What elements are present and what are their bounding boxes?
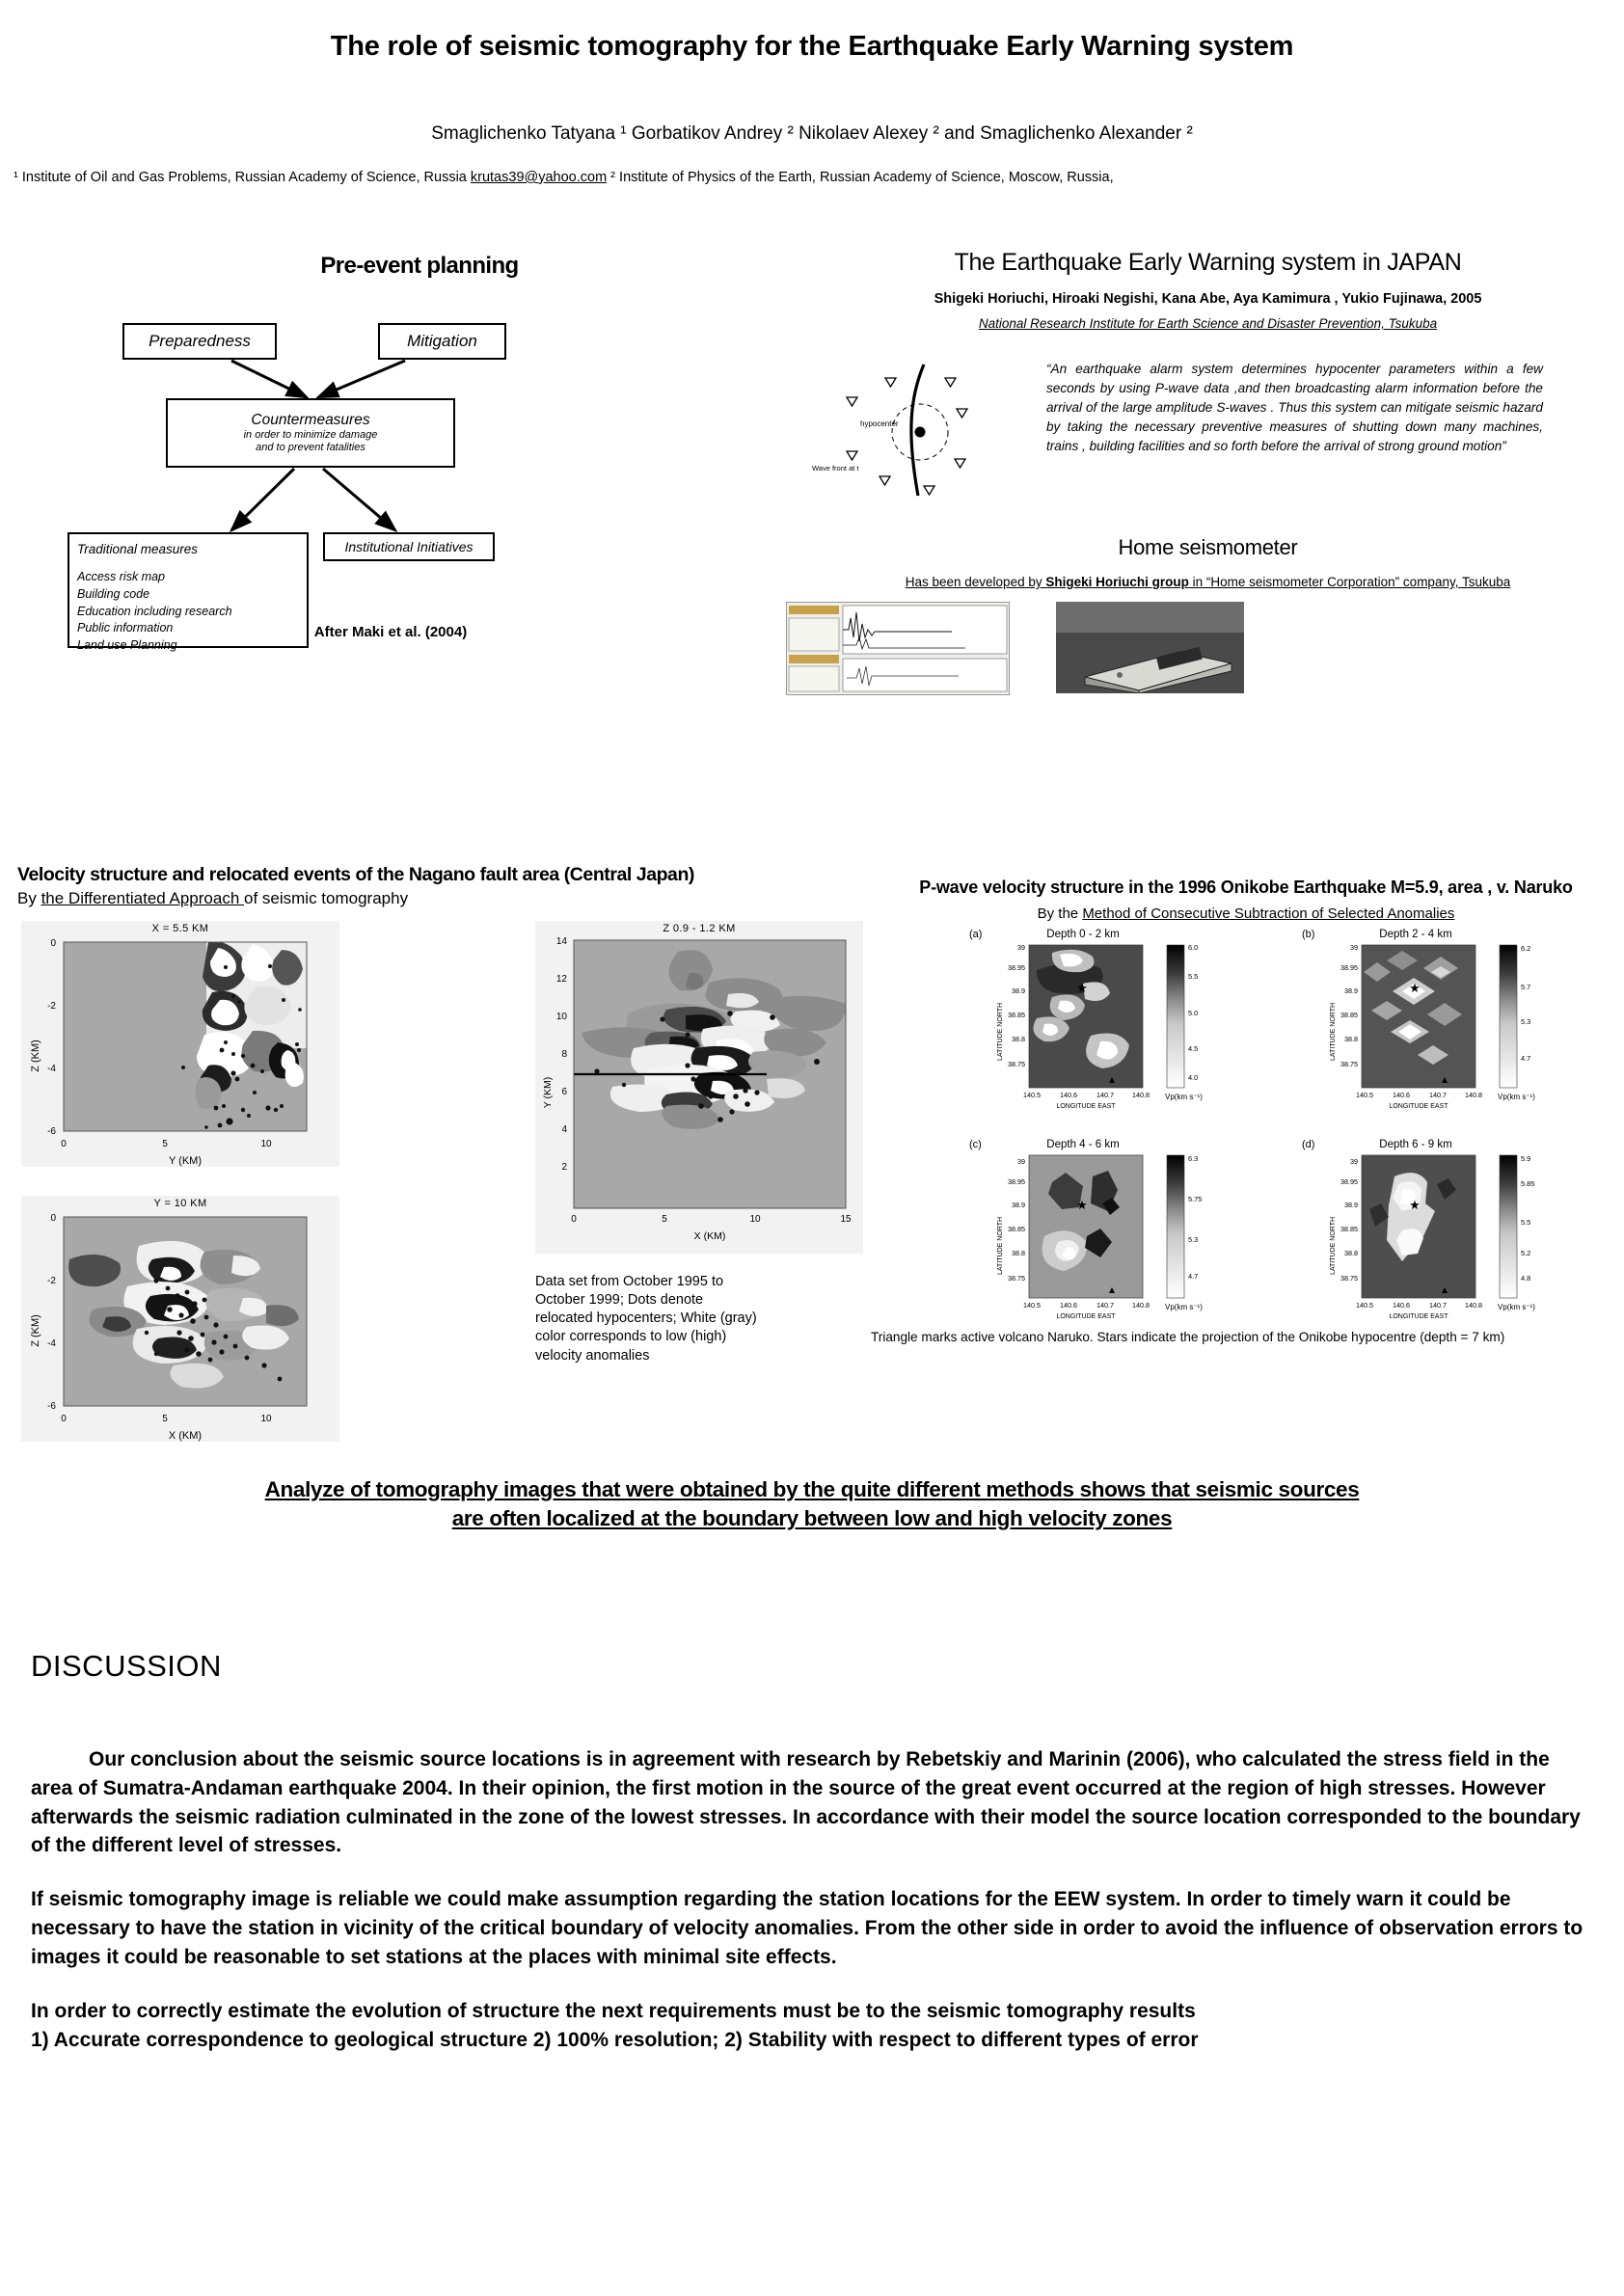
flow-title: Pre-event planning [320,253,519,279]
svg-text:Vp(km s⁻¹): Vp(km s⁻¹) [1165,1093,1203,1101]
contact-email-link[interactable]: krutas39@yahoo.com [470,170,608,185]
countermeasures-title: Countermeasures [251,411,370,428]
svg-text:39: 39 [1350,1157,1358,1166]
svg-text:6.0: 6.0 [1188,943,1199,952]
traditional-item: Education including research [77,604,232,618]
svg-text:(a): (a) [969,929,983,940]
svg-text:LONGITUDE EAST: LONGITUDE EAST [1056,1313,1116,1320]
svg-text:Z (KM): Z (KM) [30,1314,41,1347]
flow-credit: After Maki et al. (2004) [313,624,468,640]
svg-text:38.8: 38.8 [1344,1249,1358,1257]
onikobe-heading-text: P-wave velocity structure in the 1996 Onikobe Earthquake M=5.9, area , v. Naruko [919,878,1573,897]
svg-text:140.8: 140.8 [1465,1301,1482,1310]
hypocenter-label: hypocenter [860,419,899,428]
svg-text:38.85: 38.85 [1340,1011,1358,1019]
svg-text:Z (KM): Z (KM) [30,1040,41,1072]
svg-text:38.95: 38.95 [1340,1177,1358,1186]
svg-text:Depth 4 - 6 km: Depth 4 - 6 km [1046,1139,1120,1150]
svg-text:4.5: 4.5 [1188,1044,1199,1053]
hypocenter-star: ★ [1076,981,1088,995]
box-preparedness [122,323,277,360]
svg-text:LONGITUDE EAST: LONGITUDE EAST [1389,1103,1448,1110]
svg-text:140.5: 140.5 [1023,1091,1041,1099]
svg-text:38.85: 38.85 [1008,1225,1025,1233]
discussion-paragraph-2: If seismic tomography image is reliable we could make assumption regarding the station locations for the EEW system. In order to timely warn it could be necessary to have the station in vicinity of the critical boundary of velocity anomalies. From the other side in order to avoid the influence of observation errors to images it could be reasonable to set stations at the places with minimal site effects. [31,1888,1583,1968]
institutional-initiatives-label: Institutional Initiatives [344,539,474,554]
japan-authors: Shigeki Horiuchi, Hiroaki Negishi, Kana Abe, Aya Kamimura , Yukio Fujinawa, 2005 [934,291,1482,307]
svg-text:5.3: 5.3 [1521,1017,1531,1026]
svg-text:4.0: 4.0 [1188,1073,1199,1082]
page-title: The role of seismic tomography for the Earthquake Early Warning system [330,31,1294,62]
hypocenter-star: ★ [1076,1198,1088,1212]
svg-text:-4: -4 [47,1064,56,1074]
svg-text:5.3: 5.3 [1188,1235,1199,1244]
home-seismometer-title: Home seismometer [1118,535,1298,559]
svg-text:140.6: 140.6 [1060,1091,1077,1099]
countermeasures-line-1: in order to minimize damage [243,429,378,442]
svg-text:12: 12 [555,974,567,985]
svg-text:6.2: 6.2 [1521,944,1531,953]
chart-title: Y = 10 KM [153,1198,207,1209]
svg-text:-4: -4 [47,1338,56,1349]
discussion-body [31,1745,1587,2054]
svg-text:38.9: 38.9 [1344,986,1358,995]
svg-text:LATITUDE NORTH: LATITUDE NORTH [997,1216,1004,1275]
svg-text:5: 5 [162,1414,168,1424]
svg-text:0: 0 [50,1213,56,1224]
svg-text:Vp(km s⁻¹): Vp(km s⁻¹) [1498,1093,1535,1101]
onikobe-panel-grid [969,926,1624,1331]
svg-text:X (KM): X (KM) [168,1430,203,1442]
svg-text:0: 0 [571,1214,577,1225]
svg-text:10: 10 [260,1414,272,1424]
svg-text:4: 4 [561,1124,567,1135]
svg-text:5.7: 5.7 [1521,983,1531,991]
svg-text:140.7: 140.7 [1096,1301,1114,1310]
discussion-paragraph-3: In order to correctly estimate the evolution of structure the next requirements must be to the seismic tomography results [31,1999,1196,2022]
nagano-sub-pre: By [17,889,41,907]
svg-text:140.6: 140.6 [1060,1301,1077,1310]
svg-text:2: 2 [561,1162,567,1173]
traditional-item: Public information [77,621,174,635]
seismogram-screenshot-image [786,602,1010,695]
svg-text:10: 10 [260,1139,272,1149]
svg-text:6: 6 [561,1087,567,1097]
affiliation-2: ² Institute of Physics of the Earth, Russian Academy of Science, Moscow, Russia, [607,170,1114,185]
pre-event-planning-diagram [77,253,762,706]
chart-nagano-ysection [21,1196,339,1442]
svg-text:5.2: 5.2 [1521,1249,1531,1257]
onikobe-figure-caption: Triangle marks active volcano Naruko. Stars indicate the projection of the Onikobe hypocentre (depth = 7 km) [871,1330,1505,1344]
japan-title: The Earthquake Early Warning system in JAPAN [954,249,1462,276]
svg-text:38.9: 38.9 [1012,986,1025,995]
svg-text:38.8: 38.8 [1012,1249,1025,1257]
svg-text:LONGITUDE EAST: LONGITUDE EAST [1056,1103,1116,1110]
svg-text:140.8: 140.8 [1465,1091,1482,1099]
svg-text:38.8: 38.8 [1344,1035,1358,1043]
svg-text:Y (KM): Y (KM) [168,1155,203,1167]
chart-nagano-map [535,921,863,1254]
svg-text:(b): (b) [1302,929,1315,940]
svg-text:140.7: 140.7 [1096,1091,1114,1099]
svg-text:5.75: 5.75 [1188,1195,1203,1203]
home-seismometer-subtitle [800,575,1615,589]
box-countermeasures [166,398,455,468]
discussion-paragraph-1: Our conclusion about the seismic source locations is in agreement with research by Rebetskiy and Marinin (2006), who calculated the stress field in the area of Sumatra-Andaman earthquake 2004. In their opinion, the first motion in the source of the great event occurred at the region of high stresses. However afterwards the seismic radiation culminated in the zone of the lowest stresses. In accordance with their model the source location corresponded to the boundary of the different level of stresses. [31,1748,1581,1857]
svg-text:(c): (c) [969,1139,982,1150]
chart-canvas [535,921,863,1254]
svg-text:140.8: 140.8 [1132,1091,1150,1099]
svg-text:5.0: 5.0 [1188,1009,1199,1017]
svg-text:-6: -6 [47,1401,56,1412]
svg-text:38.75: 38.75 [1008,1060,1025,1068]
onikobe-charts [969,926,1624,1331]
svg-text:140.6: 140.6 [1393,1091,1410,1099]
svg-text:38.75: 38.75 [1340,1060,1358,1068]
svg-text:5.5: 5.5 [1188,972,1199,981]
svg-text:140.7: 140.7 [1429,1091,1447,1099]
onikobe-section-heading [868,878,1624,922]
chart-title: Z 0.9 - 1.2 KM [663,923,736,934]
svg-text:39: 39 [1017,943,1025,952]
svg-text:Vp(km s⁻¹): Vp(km s⁻¹) [1498,1303,1535,1311]
home-sub-pre: Has been developed by [905,575,1046,589]
hypocenter-dot [915,427,926,438]
station-triangles [847,378,967,495]
svg-text:4.7: 4.7 [1521,1054,1531,1063]
svg-text:5: 5 [162,1139,168,1149]
svg-text:15: 15 [840,1214,852,1225]
nagano-sub-underlined: the Differentiated Approach [41,889,245,907]
japan-institute-label: National Research Institute for Earth Science and Disaster Prevention, Tsukuba [978,316,1438,331]
japan-institute [800,316,1615,331]
home-seismometer-device-photo [1056,602,1244,693]
svg-text:38.9: 38.9 [1344,1201,1358,1209]
box-mitigation [378,323,506,360]
svg-text:8: 8 [561,1049,567,1060]
hypocenter-star: ★ [1409,981,1421,995]
svg-text:38.95: 38.95 [1340,963,1358,972]
svg-text:4.7: 4.7 [1188,1272,1199,1281]
svg-text:4.8: 4.8 [1521,1274,1531,1283]
svg-text:0: 0 [50,938,56,949]
hypocenter-star: ★ [1409,1198,1421,1212]
banner-line-2: are often localized at the boundary between low and high velocity zones [451,1505,1173,1530]
svg-text:-2: -2 [47,1276,56,1286]
svg-text:5.5: 5.5 [1521,1218,1531,1227]
onikobe-sub-underlined: Method of Consecutive Subtraction of Selected Anomalies [1082,905,1455,922]
chart-canvas [21,921,339,1167]
svg-text:10: 10 [749,1214,761,1225]
svg-text:Vp(km s⁻¹): Vp(km s⁻¹) [1165,1303,1203,1311]
svg-text:38.9: 38.9 [1012,1201,1025,1209]
box-institutional-initiatives [323,532,495,561]
svg-text:38.85: 38.85 [1340,1225,1358,1233]
nagano-figure-caption: Data set from October 1995 to October 1999; Dots denote relocated hypocenters; White (gray) color corresponds to low (high) velocity anomalies [535,1274,757,1364]
svg-text:140.5: 140.5 [1356,1301,1373,1310]
author-list [0,123,1624,145]
svg-text:-6: -6 [47,1126,56,1137]
svg-text:140.8: 140.8 [1132,1301,1150,1310]
svg-text:38.95: 38.95 [1008,963,1025,972]
box-traditional-measures [68,532,309,653]
svg-text:0: 0 [61,1414,67,1424]
svg-text:Y (KM): Y (KM) [542,1076,554,1109]
discussion-paragraph-4: 1) Accurate correspondence to geological structure 2) 100% resolution; 2) Stability with respect to different types of error [31,2028,1199,2051]
svg-text:140.5: 140.5 [1356,1091,1373,1099]
svg-text:38.8: 38.8 [1012,1035,1025,1043]
onikobe-subheading [868,905,1624,922]
svg-text:Depth 2 - 4 km: Depth 2 - 4 km [1379,929,1452,940]
banner-line-1: Analyze of tomography images that were obtained by the quite different methods shows that seismic sources [264,1477,1360,1501]
svg-text:Depth 6 - 9 km: Depth 6 - 9 km [1379,1139,1452,1150]
hypocenter-wavefront-diagram [810,363,1042,498]
svg-text:(d): (d) [1302,1139,1315,1150]
japan-eew-panel [800,249,1615,702]
affiliations [14,170,1614,185]
wavefront-label: Wave front at t [812,464,859,473]
nagano-sub-post: of seismic tomography [244,889,409,907]
discussion-title: DISCUSSION [31,1649,222,1683]
svg-text:140.5: 140.5 [1023,1301,1041,1310]
nagano-heading-text: Velocity structure and relocated events of the Nagano fault area (Central Japan) [17,864,694,885]
traditional-item: Land use Planning [77,638,177,653]
countermeasures-line-2: and to prevent fatalities [256,442,365,454]
chart-canvas [21,1196,339,1442]
japan-quote: “An earthquake alarm system determines hypocenter parameters within a few seconds by using P-wave data ,and then broadcasting alarm information before the arrival of the large amplitude S-waves . Thus this system can mitigate seismic hazard by taking the necessary preventive measures of shutting down many machines, trains , building facilities and so forth before the arrival of strong ground motion” [1046,362,1543,453]
chart-nagano-xsection [21,921,339,1167]
box-mitigation-label: Mitigation [407,332,477,350]
svg-text:38.95: 38.95 [1008,1177,1025,1186]
svg-text:39: 39 [1017,1157,1025,1166]
svg-text:-2: -2 [47,1001,56,1012]
svg-text:LATITUDE NORTH: LATITUDE NORTH [1330,1002,1337,1061]
home-sub-bold: Shigeki Horiuchi group [1045,575,1189,589]
conclusion-banner [10,1475,1614,1533]
chart-title: X = 5.5 KM [151,923,209,934]
affiliation-1: ¹ Institute of Oil and Gas Problems, Russian Academy of Science, Russia [14,170,471,185]
svg-text:38.85: 38.85 [1008,1011,1025,1019]
svg-text:5.9: 5.9 [1521,1154,1531,1163]
traditional-item: Building code [77,586,150,601]
svg-text:140.7: 140.7 [1429,1301,1447,1310]
traditional-measures-title: Traditional measures [77,542,199,556]
svg-text:LONGITUDE EAST: LONGITUDE EAST [1389,1313,1448,1320]
traditional-item: Access risk map [77,570,165,584]
svg-text:5.85: 5.85 [1521,1179,1535,1188]
author-names: Smaglichenko Tatyana ¹ Gorbatikov Andrey ² Nikolaev Alexey ² and Smaglichenko Alexander ² [431,123,1193,144]
svg-text:5: 5 [662,1214,667,1225]
svg-text:0: 0 [61,1139,67,1149]
svg-text:38.75: 38.75 [1340,1274,1358,1283]
nagano-subheading [17,889,847,908]
svg-text:10: 10 [555,1012,567,1022]
svg-text:X (KM): X (KM) [693,1230,726,1242]
box-preparedness-label: Preparedness [149,332,251,350]
svg-text:39: 39 [1350,943,1358,952]
svg-text:140.6: 140.6 [1393,1301,1410,1310]
svg-text:Depth 0 - 2 km: Depth 0 - 2 km [1046,929,1120,940]
svg-text:38.75: 38.75 [1008,1274,1025,1283]
svg-text:LATITUDE NORTH: LATITUDE NORTH [997,1002,1004,1061]
svg-text:LATITUDE NORTH: LATITUDE NORTH [1330,1216,1337,1275]
onikobe-sub-pre: By the [1037,905,1083,922]
svg-text:14: 14 [555,936,567,947]
svg-text:6.3: 6.3 [1188,1154,1199,1163]
home-sub-post: in “Home seismometer Corporation” company, Tsukuba [1188,575,1511,589]
nagano-section-heading [17,864,847,908]
